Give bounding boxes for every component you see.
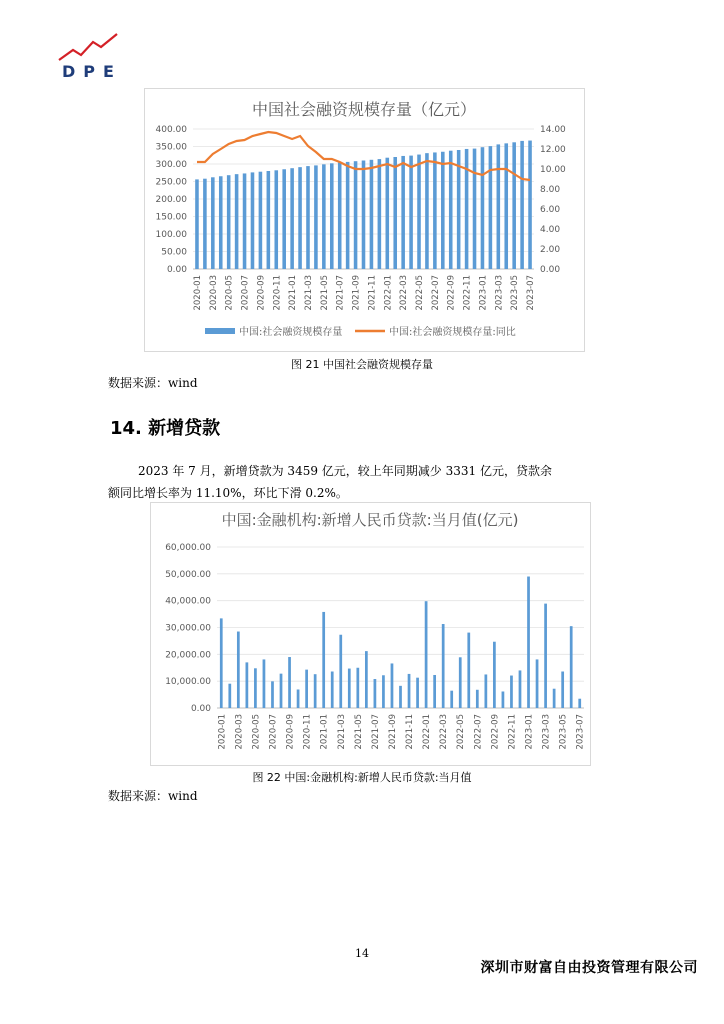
right-tick-label: 6.00 [540,205,561,215]
bar [219,176,223,269]
bar [195,179,199,269]
left-tick-label: 300.00 [155,160,187,170]
x-tick-label: 2021-09 [388,714,398,750]
bar [314,165,318,269]
bar [512,142,516,269]
bar [433,675,436,708]
bar [528,141,532,269]
x-tick-label: 2021-07 [370,714,381,750]
figure-1-caption: 图 21 中国社会融资规模存量 [291,358,433,371]
legend-bar-swatch [205,328,235,334]
company-name: 深圳市财富自由投资管理有限公司 [480,960,698,976]
x-tick-label: 2022-05 [456,714,467,750]
right-tick-label: 4.00 [540,225,561,235]
bar [417,155,421,269]
bar [282,169,286,269]
bar [305,670,308,708]
x-tick-label: 2022-11 [507,714,518,750]
bar [259,172,263,269]
right-tick-label: 2.00 [540,245,561,255]
bar [497,144,501,269]
bar [228,684,231,708]
bar [370,160,374,269]
x-tick-label: 2022-05 [415,275,425,311]
x-tick-label: 2020-07 [268,714,279,750]
bar [457,150,461,269]
x-tick-label: 2023-05 [510,275,521,311]
x-tick-label: 2020-05 [251,714,262,750]
right-tick-label: 14.00 [540,125,566,135]
x-tick-label: 2023-01 [478,275,489,311]
bar [378,159,382,269]
bar [570,626,573,708]
x-tick-label: 2020-01 [217,714,228,750]
bar [449,151,453,269]
bar [211,177,215,269]
bar [362,161,366,270]
x-tick-label: 2021-11 [405,714,415,750]
x-tick-label: 2020-05 [224,275,235,311]
bar [465,149,469,269]
bar [473,149,477,269]
x-tick-label: 2023-03 [494,275,505,311]
new-loans-chart [151,503,590,765]
x-tick-label: 2021-05 [319,275,330,311]
bar [481,147,485,269]
bar [386,158,390,269]
bar [578,699,581,708]
bar [408,674,411,708]
left-tick-label: 0.00 [166,265,187,275]
x-tick-label: 2021-07 [335,275,346,311]
x-tick-label: 2021-01 [319,714,330,750]
bar [399,686,402,708]
left-tick-label: 10,000.00 [165,677,211,688]
x-tick-label: 2022-03 [439,714,450,750]
bar [338,163,342,269]
bar [467,633,470,708]
section-heading: 14. 新增贷款 [110,418,221,439]
left-tick-label: 350.00 [155,142,187,153]
bar [544,604,547,708]
figure-2-caption: 图 22 中国:金融机构:新增人民币贷款:当月值 [252,771,472,784]
bar [246,662,249,708]
legend-bar-label: 中国:社会融资规模存量 [239,327,343,338]
x-tick-label: 2021-03 [304,275,314,311]
bar [267,171,271,269]
page-number: 14 [355,947,369,960]
bar [322,612,325,708]
bar [502,691,505,708]
bar [409,156,413,269]
x-tick-label: 2022-09 [490,714,501,750]
bar [527,577,530,708]
chart-frame-1 [144,88,585,352]
bar [433,152,437,269]
left-tick-label: 0.00 [190,704,211,714]
x-tick-label: 2021-01 [288,275,299,311]
x-tick-label: 2020-07 [240,275,251,311]
bar [220,618,223,708]
bar [322,164,326,269]
bar [484,674,487,708]
bar [306,166,310,269]
x-tick-label: 2023-03 [541,714,552,750]
bar [425,601,428,708]
bar [536,659,539,708]
logo-text: DPE [62,62,122,81]
bar [314,674,317,708]
bar [348,669,351,708]
bar [297,689,300,708]
left-tick-label: 400.00 [155,125,187,135]
bar [331,672,334,708]
left-tick-label: 50.00 [161,247,187,258]
bar [251,172,255,269]
x-tick-label: 2023-05 [558,714,569,750]
bar [401,156,405,269]
bar [520,141,524,269]
bar [263,659,266,708]
bar [441,152,445,269]
left-tick-label: 200.00 [155,195,187,205]
bar [365,651,368,708]
bar [227,175,231,269]
bar [235,174,239,269]
left-tick-label: 50,000.00 [165,569,211,580]
bar [476,690,479,708]
bar [243,173,247,269]
bar [280,674,283,708]
chart1-title: 中国社会融资规模存量（亿元） [251,100,477,119]
x-tick-label: 2022-09 [446,275,457,311]
bar [561,672,564,708]
figure-1-source: 数据来源：wind [108,376,198,390]
left-tick-label: 40,000.00 [165,596,211,607]
x-tick-label: 2020-01 [193,275,203,311]
x-tick-label: 2021-03 [336,714,347,750]
figure-2-source: 数据来源：wind [108,789,198,803]
bar [493,642,496,708]
x-tick-label: 2021-05 [353,714,364,750]
bar [459,657,462,708]
x-tick-label: 2023-01 [524,714,535,750]
x-tick-label: 2020-09 [256,275,267,311]
x-tick-label: 2023-07 [575,714,586,750]
x-tick-label: 2020-09 [285,714,296,750]
left-tick-label: 150.00 [155,212,187,223]
bar [553,689,556,708]
bar [271,681,274,708]
legend-line-label: 中国:社会融资规模存量:同比 [389,327,516,338]
bar [356,668,359,708]
bar [339,635,342,708]
bar [274,170,278,269]
bar [442,624,445,708]
x-tick-label: 2021-11 [367,275,378,311]
bar [330,163,334,269]
x-tick-label: 2022-07 [473,714,484,750]
bar [290,168,294,269]
left-tick-label: 100.00 [155,230,187,240]
bar [237,632,240,708]
bar [203,179,207,269]
bar [510,676,513,708]
left-tick-label: 60,000.00 [165,543,211,553]
bar [416,678,419,708]
financing-stock-chart [145,89,584,351]
bar [450,691,453,708]
bar [346,162,350,269]
right-tick-label: 8.00 [540,185,561,195]
x-tick-label: 2022-01 [422,714,433,750]
x-tick-label: 2021-09 [351,275,362,311]
right-tick-label: 0.00 [540,265,561,275]
left-tick-label: 20,000.00 [165,650,211,661]
x-tick-label: 2022-01 [383,275,394,311]
left-tick-label: 250.00 [155,177,187,188]
left-tick-label: 30,000.00 [165,623,211,634]
x-tick-label: 2022-07 [430,275,441,311]
bar [288,657,291,708]
bar [374,679,377,708]
x-tick-label: 2022-03 [399,275,410,311]
x-tick-label: 2020-03 [234,714,245,750]
right-tick-label: 10.00 [540,165,566,175]
bar [382,675,385,708]
chart-frame-2 [150,502,591,766]
bar [504,143,508,269]
bar [298,167,302,269]
x-tick-label: 2023-07 [526,275,536,311]
bar [354,161,358,269]
x-tick-label: 2020-11 [272,275,283,311]
chart1-legend [205,325,516,338]
chart2-title: 中国:金融机构:新增人民币贷款:当月值(亿元) [221,511,519,529]
bar [519,670,522,708]
bar [254,668,257,708]
x-tick-label: 2020-03 [208,275,219,311]
x-tick-label: 2020-11 [302,714,313,750]
bar [391,663,394,708]
bar [489,146,493,269]
right-tick-label: 12.00 [540,145,566,155]
bar [425,153,429,269]
bar [393,157,397,269]
paragraph-line-2: 额同比增长率为 11.10%，环比下滑 0.2%。 [108,486,348,500]
x-tick-label: 2022-11 [462,275,473,311]
paragraph-line-1: 2023 年 7 月，新增贷款为 3459 亿元，较上年同期减少 3331 亿元，贷款余 [138,464,552,478]
